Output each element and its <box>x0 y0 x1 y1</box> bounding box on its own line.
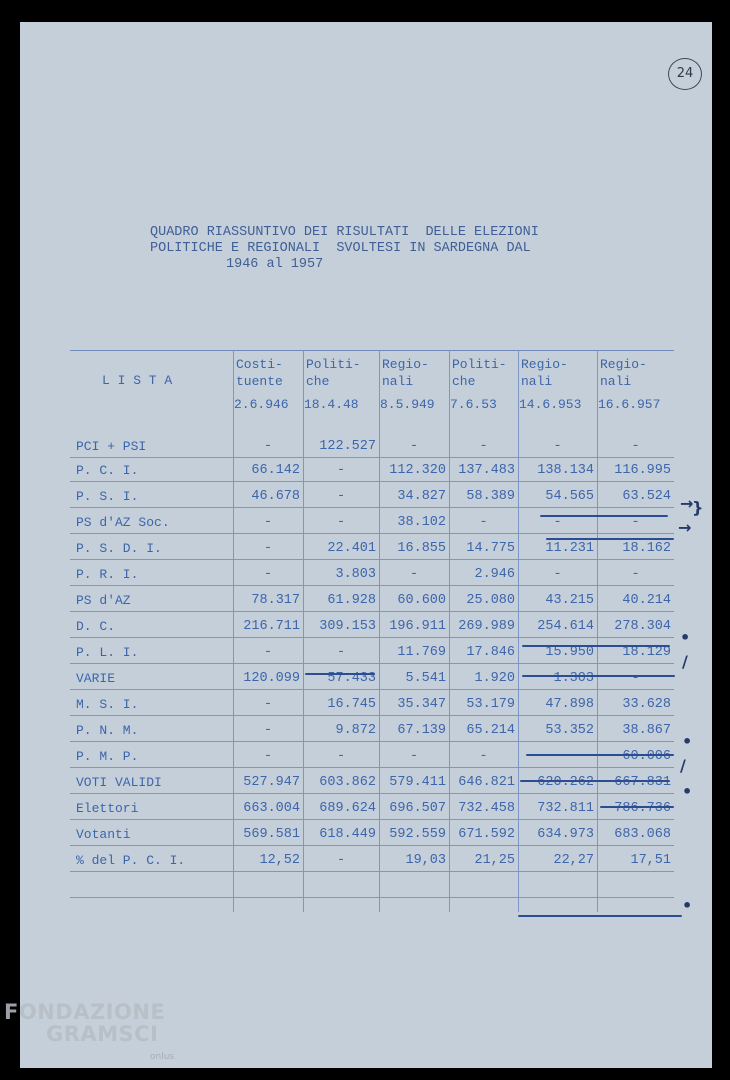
table-cell: 620.262 <box>537 775 594 790</box>
table-cell: 309.153 <box>319 619 376 634</box>
page-number: 24 <box>668 58 702 90</box>
column-header-1: Costi- tuente <box>236 357 283 389</box>
table-cell: 11.231 <box>545 541 594 556</box>
table-cell: 63.524 <box>622 489 671 504</box>
election-results-table <box>70 350 704 915</box>
table-cell: 2.946 <box>474 567 515 582</box>
table-cell: - <box>631 515 640 530</box>
table-cell: 66.142 <box>251 463 300 478</box>
table-row-line <box>70 871 674 872</box>
table-cell: 65.214 <box>466 723 515 738</box>
table-cell: 112.320 <box>389 463 446 478</box>
table-cell: 46.678 <box>251 489 300 504</box>
table-cell: - <box>409 749 419 764</box>
column-date-2: 18.4.48 <box>304 397 359 412</box>
column-date-5: 14.6.953 <box>519 397 582 412</box>
table-cell: 15.950 <box>545 645 594 660</box>
table-cell: 53.179 <box>466 697 515 712</box>
row-label: Elettori <box>76 801 139 816</box>
row-label: M. S. I. <box>76 697 139 712</box>
table-row-line <box>70 897 674 898</box>
title-line-3: 1946 al 1957 <box>226 257 324 272</box>
table-cell: 18.162 <box>622 541 671 556</box>
table-row-line <box>70 715 674 716</box>
table-row-line <box>70 689 674 690</box>
pen-margin-mark: → <box>678 518 692 537</box>
table-cell: - <box>409 439 419 454</box>
table-cell: 116.995 <box>614 463 671 478</box>
table-cell: 683.068 <box>614 827 671 842</box>
pen-margin-mark: } <box>692 498 704 517</box>
watermark-line-2: GRAMSCI <box>46 1022 159 1046</box>
column-header-5: Regio- nali <box>521 357 568 389</box>
row-label: P. S. D. I. <box>76 541 162 556</box>
table-cell: - <box>336 749 346 764</box>
title-line-2: POLITICHE E REGIONALI SVOLTESI IN SARDEGNA DAL <box>150 241 531 256</box>
table-cell: 527.947 <box>243 775 300 790</box>
table-cell: 569.581 <box>243 827 300 842</box>
table-cell: 137.483 <box>458 463 515 478</box>
table-row-line <box>70 637 674 638</box>
column-date-1: 2.6.946 <box>234 397 289 412</box>
pen-underline <box>526 754 674 756</box>
row-label: Votanti <box>76 827 131 842</box>
row-label: PCI + PSI <box>76 439 147 454</box>
table-cell: - <box>336 463 346 478</box>
pen-margin-mark: / <box>682 652 688 671</box>
table-cell: 38.867 <box>622 723 671 738</box>
pen-margin-mark: / <box>680 756 686 775</box>
table-cell: 38.102 <box>397 515 446 530</box>
table-cell: 196.911 <box>389 619 446 634</box>
pen-underline <box>522 675 675 677</box>
column-date-3: 8.5.949 <box>380 397 435 412</box>
row-label: P. R. I. <box>76 567 139 582</box>
table-row-line <box>70 350 674 351</box>
table-cell: 11.769 <box>397 645 446 660</box>
table-cell: 3.803 <box>335 567 376 582</box>
table-cell: 17.846 <box>466 645 515 660</box>
table-cell: - <box>479 515 488 530</box>
pen-underline <box>518 915 682 917</box>
table-row-line <box>70 611 674 612</box>
table-cell: - <box>263 541 273 556</box>
table-cell: - <box>263 515 273 530</box>
table-cell: 40.214 <box>622 593 671 608</box>
table-cell: - <box>553 567 562 582</box>
table-cell: 35.347 <box>397 697 446 712</box>
row-label: P. S. I. <box>76 489 139 504</box>
row-label: P. L. I. <box>76 645 139 660</box>
watermark-line-1: FONDAZIONE <box>4 1000 166 1024</box>
table-cell: 663.004 <box>243 801 300 816</box>
table-row-line <box>70 845 674 846</box>
pen-underline <box>540 515 668 517</box>
table-row-line <box>70 457 674 458</box>
lista-header: L I S T A <box>102 373 173 388</box>
table-cell: 43.215 <box>545 593 594 608</box>
row-label: D. C. <box>76 619 116 634</box>
table-cell: 60.600 <box>397 593 446 608</box>
table-cell: 78.317 <box>251 593 300 608</box>
pen-underline <box>522 645 670 647</box>
pen-underline <box>305 673 375 675</box>
table-cell: 603.862 <box>319 775 376 790</box>
table-cell: 47.898 <box>545 697 594 712</box>
pen-underline <box>520 780 670 782</box>
table-cell: 60.006 <box>622 749 671 764</box>
table-cell: 22,27 <box>553 853 594 868</box>
table-cell: 54.565 <box>545 489 594 504</box>
pen-margin-mark: • <box>680 628 691 647</box>
table-cell: 216.711 <box>243 619 300 634</box>
table-cell: 9.872 <box>335 723 376 738</box>
table-cell: - <box>336 645 346 660</box>
table-row-line <box>70 481 674 482</box>
table-row-line <box>70 559 674 560</box>
table-cell: 16.745 <box>327 697 376 712</box>
table-cell: 269.989 <box>458 619 515 634</box>
table-cell: - <box>631 439 640 454</box>
table-cell: 122.527 <box>319 439 376 454</box>
table-cell: 16.855 <box>397 541 446 556</box>
table-cell: - <box>263 697 273 712</box>
pen-margin-mark: • <box>682 896 693 915</box>
table-cell: 1.920 <box>474 671 515 686</box>
table-cell: 53.352 <box>545 723 594 738</box>
row-label: VOTI VALIDI <box>76 775 162 790</box>
table-cell: 618.449 <box>319 827 376 842</box>
table-cell: - <box>631 567 640 582</box>
watermark-logo <box>4 1001 165 1045</box>
table-cell: 25.080 <box>466 593 515 608</box>
table-cell: - <box>631 671 640 686</box>
table-row-line <box>70 767 674 768</box>
table-cell: 67.139 <box>397 723 446 738</box>
table-cell: - <box>553 439 562 454</box>
pen-margin-mark: → <box>680 494 694 513</box>
table-cell: 1.303 <box>553 671 594 686</box>
row-label: P. C. I. <box>76 463 139 478</box>
table-cell: 254.614 <box>537 619 594 634</box>
table-cell: - <box>263 645 273 660</box>
pen-margin-mark: • <box>682 782 693 801</box>
column-header-2: Politi- che <box>306 357 361 389</box>
column-date-6: 16.6.957 <box>598 397 661 412</box>
table-cell: - <box>263 749 273 764</box>
table-row-line <box>70 741 674 742</box>
table-cell: - <box>553 749 562 764</box>
table-cell: 592.559 <box>389 827 446 842</box>
title-line-1: QUADRO RIASSUNTIVO DEI RISULTATI DELLE ELEZIONI <box>150 225 539 240</box>
table-cell: 634.973 <box>537 827 594 842</box>
row-label: P. M. P. <box>76 749 139 764</box>
table-cell: - <box>263 439 273 454</box>
table-cell: 34.827 <box>397 489 446 504</box>
pen-margin-mark: • <box>682 732 693 751</box>
table-cell: 579.411 <box>389 775 446 790</box>
table-cell: 732.811 <box>537 801 594 816</box>
document-title <box>150 225 539 273</box>
table-cell: - <box>263 567 273 582</box>
table-cell: - <box>479 749 488 764</box>
table-cell: 671.592 <box>458 827 515 842</box>
table-cell: - <box>263 723 273 738</box>
table-cell: 667.831 <box>614 775 671 790</box>
row-label: P. N. M. <box>76 723 139 738</box>
table-cell: 786.736 <box>614 801 671 816</box>
table-cell: 33.628 <box>622 697 671 712</box>
table-cell: 22.401 <box>327 541 376 556</box>
table-cell: 12,52 <box>259 853 300 868</box>
table-cell: - <box>553 515 562 530</box>
table-cell: 138.134 <box>537 463 594 478</box>
table-row-line <box>70 507 674 508</box>
column-header-3: Regio- nali <box>382 357 429 389</box>
watermark-sub: onlus <box>150 1052 175 1062</box>
table-cell: 61.928 <box>327 593 376 608</box>
row-label: PS d'AZ <box>76 593 131 608</box>
table-cell: 19,03 <box>405 853 446 868</box>
table-row-line <box>70 533 674 534</box>
table-cell: 696.507 <box>389 801 446 816</box>
table-cell: - <box>336 515 346 530</box>
table-row-line <box>70 819 674 820</box>
table-cell: 18.129 <box>622 645 671 660</box>
table-cell: 689.624 <box>319 801 376 816</box>
pen-underline <box>546 538 674 540</box>
table-cell: 5.541 <box>405 671 446 686</box>
pen-underline <box>600 806 674 808</box>
table-cell: 14.775 <box>466 541 515 556</box>
table-cell: - <box>479 439 488 454</box>
table-cell: - <box>409 567 419 582</box>
column-header-4: Politi- che <box>452 357 507 389</box>
table-row-line <box>70 793 674 794</box>
table-cell: 646.821 <box>458 775 515 790</box>
table-cell: 58.389 <box>466 489 515 504</box>
column-header-6: Regio- nali <box>600 357 647 389</box>
table-cell: 21,25 <box>474 853 515 868</box>
table-row-line <box>70 585 674 586</box>
table-cell: - <box>336 853 346 868</box>
row-label: VARIE <box>76 671 116 686</box>
table-cell: 732.458 <box>458 801 515 816</box>
row-label: % del P. C. I. <box>76 853 186 868</box>
table-row-line <box>70 663 674 664</box>
table-cell: 57.433 <box>327 671 376 686</box>
table-cell: 278.304 <box>614 619 671 634</box>
table-cell: 120.099 <box>243 671 300 686</box>
table-cell: - <box>336 489 346 504</box>
row-label: PS d'AZ Soc. <box>76 515 170 530</box>
table-cell: 17,51 <box>630 853 671 868</box>
column-date-4: 7.6.53 <box>450 397 497 412</box>
